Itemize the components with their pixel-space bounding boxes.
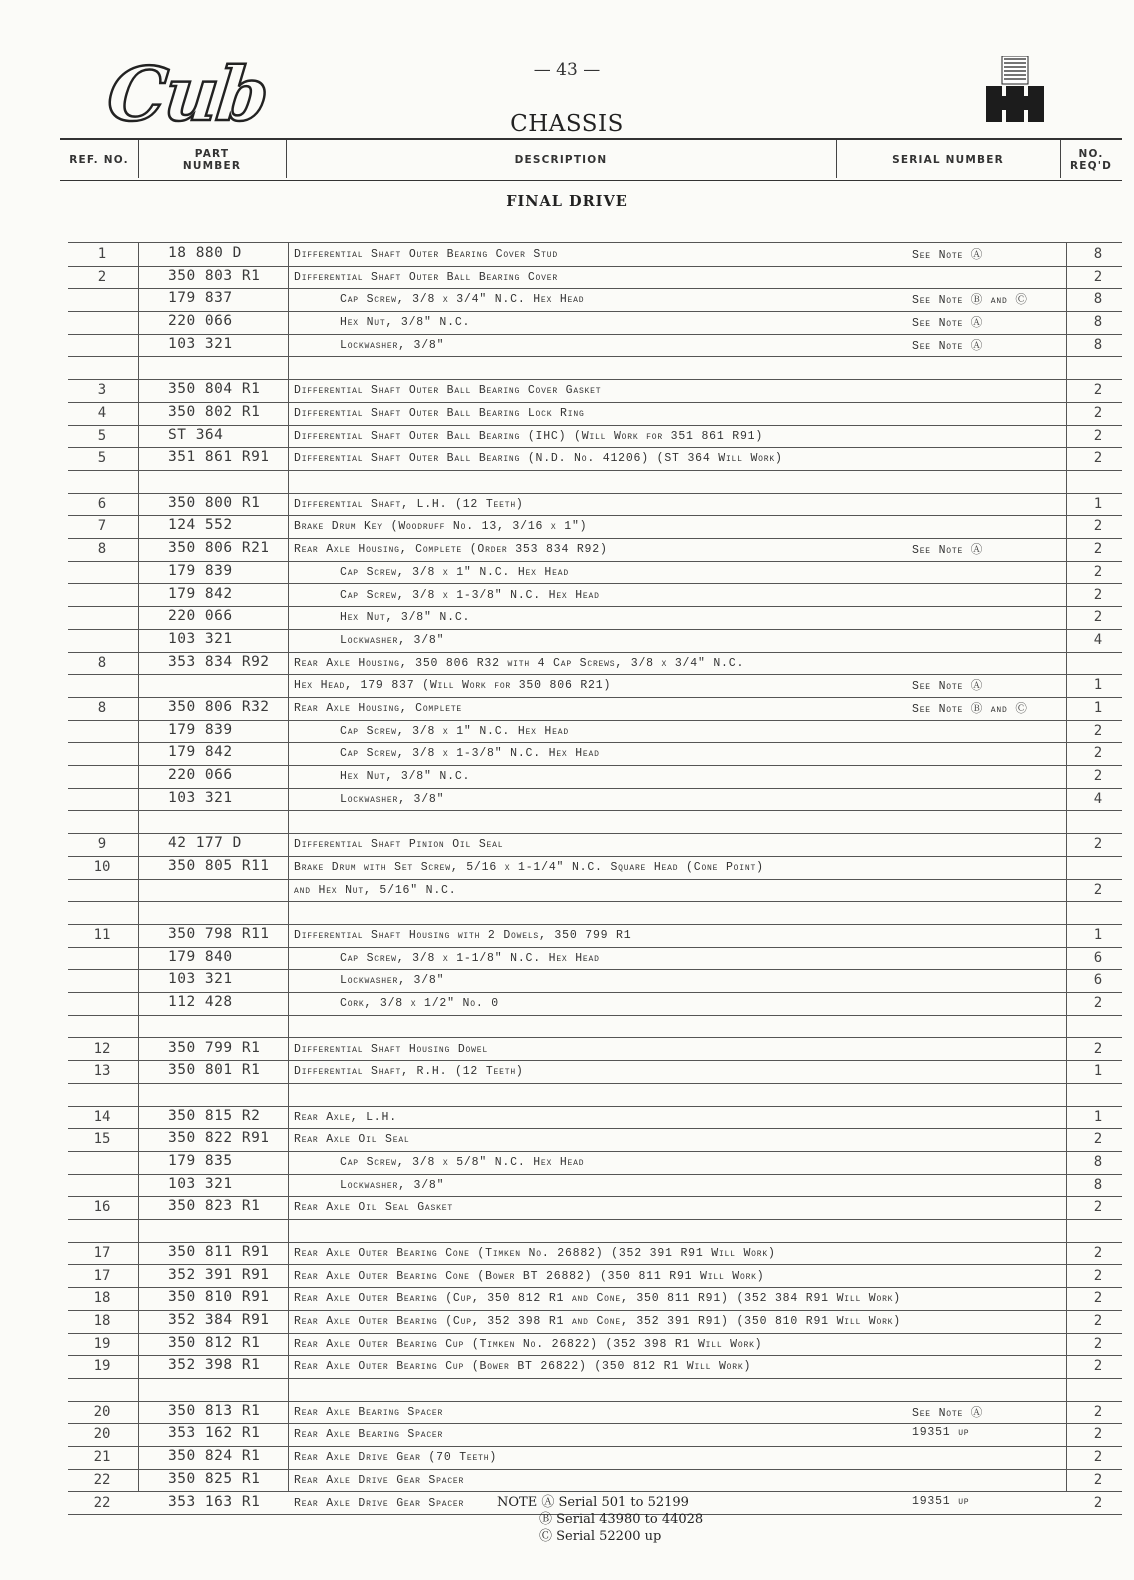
description-cell: Hex Nut, 3/8" N.C. [340,316,471,330]
description-cell: Differential Shaft Outer Ball Bearing Cover Gasket [294,384,602,398]
table-row [68,697,1122,721]
description-cell: Cap Screw, 3/8 x 1" N.C. Hex Head [340,724,569,738]
table-row [68,1242,1122,1266]
table-spacer-row [68,1219,1122,1243]
note-a: NOTE Ⓐ Serial 501 to 52199 [497,1495,689,1510]
quantity-cell: 2 [1093,836,1103,853]
quantity-cell: 1 [1093,927,1103,943]
part-number-cell: 103 321 [168,630,233,647]
ref-no-cell: 14 [93,1108,111,1125]
quantity-cell: 2 [1093,541,1103,558]
serial-number-cell: See Note Ⓑ and Ⓒ [912,294,1028,308]
table-row [68,969,1122,993]
description-cell: Cap Screw, 3/8 x 3/4" N.C. Hex Head [340,293,585,307]
description-cell: Differential Shaft Housing with 2 Dowels, 350 799 R1 [294,929,632,942]
description-cell: Cap Screw, 3/8 x 1" N.C. Hex Head [340,565,569,579]
quantity-cell: 2 [1093,1244,1103,1261]
serial-number-cell: See Note Ⓐ [912,249,984,262]
description-cell: and Hex Nut, 5/16" N.C. [294,883,457,897]
table-spacer-row [68,811,1122,835]
ref-no-cell: 10 [93,858,111,875]
ref-no-cell: 3 [97,382,107,399]
quantity-cell: 2 [1093,722,1103,739]
description-cell: Differential Shaft, R.H. (12 Teeth) [294,1065,524,1079]
quantity-cell: 2 [1093,1471,1103,1488]
part-number-cell: 103 321 [168,789,233,806]
table-row [68,1196,1122,1220]
table-row [68,425,1122,449]
part-number-cell: 179 839 [168,562,233,579]
ref-no-cell: 8 [97,654,107,671]
table-row [68,924,1122,948]
part-number-cell: 220 066 [168,313,233,330]
quantity-cell: 8 [1093,246,1103,262]
table-spacer-row [68,1083,1122,1107]
quantity-cell: 2 [1093,1290,1103,1307]
part-number-cell: 350 813 R1 [168,1402,261,1419]
part-number-cell: 350 811 R91 [168,1243,270,1260]
table-row [68,1423,1122,1447]
part-number-cell: 112 428 [168,994,233,1011]
part-number-cell: 179 840 [168,948,233,965]
description-cell: Rear Axle Outer Bearing Cup (Bower BT 26822) (350 812 R1 Will Work) [294,1360,752,1374]
quantity-cell: 2 [1093,745,1103,762]
part-number-cell: 179 842 [168,585,233,602]
part-number-cell: 350 801 R1 [168,1062,261,1079]
table-row [68,947,1122,971]
quantity-cell: 2 [1093,1335,1103,1352]
description-cell: Cork, 3/8 x 1/2" No. 0 [340,997,499,1011]
table-row [68,652,1122,676]
col-header-serial: SERIAL NUMBER [892,154,1004,166]
ref-no-cell: 15 [93,1131,111,1148]
serial-number-cell: See Note Ⓐ [912,317,984,331]
part-number-cell: 103 321 [168,1175,233,1192]
col-header-ref: REF. NO. [69,154,129,166]
table-row [68,1060,1122,1084]
table-row [68,1128,1122,1152]
table-row [68,334,1122,358]
page-title: CHASSIS [510,111,624,137]
part-number-cell: 124 552 [168,517,233,534]
note-b: Ⓑ Serial 43980 to 44028 [539,1512,704,1527]
quantity-cell: 8 [1093,336,1103,353]
table-top-rule [68,242,1122,243]
part-number-cell: 350 815 R2 [168,1107,261,1124]
header-rule-bottom [60,180,1122,181]
cub-logo: Cub [103,52,271,138]
page-number: — 43 — [533,60,601,80]
ref-no-cell: 22 [93,1494,111,1511]
description-cell: Rear Axle Outer Bearing Cone (Bower BT 26882) (350 811 R91 Will Work) [294,1269,765,1283]
part-number-cell: 350 798 R11 [168,926,270,942]
description-cell: Lockwasher, 3/8" [340,792,445,806]
description-cell: Differential Shaft Housing Dowel [294,1042,488,1056]
part-number-cell: 353 834 R92 [168,653,270,670]
description-cell: Rear Axle Outer Bearing (Cup, 352 398 R1 and Cone, 352 391 R91) (350 810 R91 Will Work) [294,1314,901,1328]
description-cell: Differential Shaft, L.H. (12 Teeth) [294,497,524,511]
part-number-cell: 352 384 R91 [168,1311,270,1328]
quantity-cell: 2 [1093,1131,1103,1148]
part-number-cell: 179 842 [168,744,233,761]
table-row [68,1151,1122,1175]
serial-number-cell: See Note Ⓐ [912,1406,984,1420]
description-cell: Rear Axle Outer Bearing Cone (Timken No. 26882) (352 391 R91 Will Work) [294,1246,776,1260]
ref-no-cell: 20 [93,1426,111,1443]
part-number-cell: 220 066 [168,767,233,784]
table-spacer-row [68,470,1122,494]
table-row [68,538,1122,562]
part-number-cell: 18 880 D [168,245,242,261]
part-number-cell: 350 800 R1 [168,494,261,511]
quantity-cell: 2 [1093,1040,1103,1057]
description-cell: Brake Drum Key (Woodruff No. 13, 3/16 x 1") [294,520,588,534]
quantity-cell: 6 [1093,972,1103,989]
ref-no-cell: 19 [93,1358,111,1375]
quantity-cell: 2 [1093,1199,1103,1216]
quantity-cell: 2 [1093,1267,1103,1284]
col-header-part: PART NUMBER [182,148,242,172]
part-number-cell: 350 823 R1 [168,1198,261,1215]
quantity-cell: 2 [1093,1449,1103,1466]
quantity-cell: 2 [1093,382,1103,399]
part-number-cell: 350 825 R1 [168,1470,261,1487]
table-row [68,765,1122,789]
part-number-cell: 179 839 [168,721,233,738]
table-row [68,1333,1122,1357]
quantity-cell: 2 [1093,1494,1103,1511]
table-row [68,243,1122,267]
quantity-cell: 2 [1093,427,1103,444]
table-row [68,402,1122,426]
table-row [68,879,1122,903]
parts-table [68,243,1122,1514]
table-row [68,992,1122,1016]
quantity-cell: 1 [1093,1108,1103,1125]
description-cell: Rear Axle Oil Seal [294,1133,410,1147]
ref-no-cell: 11 [93,927,111,943]
table-row [68,742,1122,766]
description-cell: Brake Drum with Set Screw, 5/16 x 1-1/4" N.C. Square Head (Cone Point) [294,860,764,874]
table-row [68,788,1122,812]
ref-no-cell: 7 [97,518,107,535]
description-cell: Differential Shaft Outer Ball Bearing (N.D. No. 41206) (ST 364 Will Work) [294,452,783,466]
ref-no-cell: 4 [97,404,107,421]
ref-no-cell: 5 [97,450,107,467]
description-cell: Lockwasher, 3/8" [340,1178,445,1192]
description-cell: Differential Shaft Outer Bearing Cover Stud [294,248,558,261]
serial-number-cell: See Note Ⓐ [912,339,984,353]
quantity-cell: 2 [1093,881,1103,898]
ref-no-cell: 6 [97,495,107,512]
table-row [68,1038,1122,1062]
quantity-cell: 2 [1093,518,1103,535]
ref-no-cell: 8 [97,700,107,716]
quantity-cell: 2 [1093,1312,1103,1329]
quantity-cell: 2 [1093,450,1103,467]
quantity-cell: 8 [1093,1154,1103,1170]
table-row [68,629,1122,653]
part-number-cell: 179 835 [168,1153,233,1169]
part-number-cell: 42 177 D [168,835,242,852]
table-row [68,1174,1122,1198]
ref-no-cell: 16 [93,1199,111,1216]
part-number-cell: 103 321 [168,335,233,352]
description-cell: Rear Axle Housing, 350 806 R32 with 4 Cap Screws, 3/8 x 3/4" N.C. [294,656,745,670]
ref-no-cell: 22 [93,1471,111,1488]
part-number-cell: 353 163 R1 [168,1493,261,1510]
table-row [68,493,1122,517]
part-number-cell: 350 799 R1 [168,1039,261,1056]
description-cell: Differential Shaft Outer Ball Bearing Lock Ring [294,406,585,420]
description-cell: Rear Axle, L.H. [294,1110,397,1124]
serial-number-cell: 19351 up [912,1494,970,1508]
description-cell: Lockwasher, 3/8" [340,338,445,352]
quantity-cell: 2 [1093,1403,1103,1420]
part-number-cell: 103 321 [168,971,233,988]
ref-no-cell: 13 [93,1063,111,1080]
ref-no-cell: 18 [93,1290,111,1307]
part-number-cell: 350 803 R1 [168,267,261,284]
ref-no-cell: 17 [93,1267,111,1284]
description-cell: Differential Shaft Pinion Oil Seal [294,838,504,852]
part-number-cell: 350 824 R1 [168,1448,261,1465]
part-number-cell: 350 812 R1 [168,1334,261,1351]
quantity-cell: 2 [1093,995,1103,1012]
part-number-cell: 350 804 R1 [168,381,261,398]
description-cell: Hex Nut, 3/8" N.C. [340,770,471,784]
serial-number-cell: 19351 up [912,1426,970,1440]
description-cell: Differential Shaft Outer Ball Bearing (IHC) (Will Work for 351 861 R91) [294,429,764,443]
quantity-cell: 6 [1093,949,1103,966]
description-cell: Rear Axle Bearing Spacer [294,1405,444,1419]
serial-number-cell: See Note Ⓐ [912,680,984,694]
description-cell: Cap Screw, 3/8 x 5/8" N.C. Hex Head [340,1156,585,1169]
description-cell: Rear Axle Outer Bearing Cup (Timken No. 26822) (352 398 R1 Will Work) [294,1337,763,1351]
description-cell: Rear Axle Outer Bearing (Cup, 350 812 R1 and Cone, 350 811 R91) (352 384 R91 Will Work) [294,1292,901,1306]
table-row [68,606,1122,630]
description-cell: Rear Axle Bearing Spacer [294,1428,444,1442]
part-number-cell: 350 822 R91 [168,1130,270,1147]
description-cell: Hex Head, 179 837 (Will Work for 350 806 R21) [294,679,612,693]
table-row [68,266,1122,290]
ref-no-cell: 18 [93,1312,111,1329]
serial-number-cell: See Note Ⓑ and Ⓒ [912,703,1028,716]
table-row [68,288,1122,312]
description-cell: Rear Axle Drive Gear (70 Teeth) [294,1451,498,1465]
description-cell: Differential Shaft Outer Ball Bearing Cover [294,270,558,284]
description-cell: Cap Screw, 3/8 x 1-3/8" N.C. Hex Head [340,747,600,761]
part-number-cell: 350 810 R91 [168,1289,270,1306]
description-cell: Rear Axle Drive Gear Spacer [294,1473,465,1487]
note-c: Ⓒ Serial 52200 up [539,1529,662,1544]
table-row [68,584,1122,608]
description-cell: Rear Axle Drive Gear Spacer [294,1496,465,1510]
description-cell: Lockwasher, 3/8" [340,633,445,647]
table-row [68,1355,1122,1379]
description-cell: Rear Axle Oil Seal Gasket [294,1201,453,1215]
description-cell: Lockwasher, 3/8" [340,974,445,988]
part-number-cell: 351 861 R91 [168,449,270,466]
quantity-cell: 1 [1093,495,1103,512]
table-row [68,1401,1122,1425]
ref-no-cell: 9 [97,836,107,853]
section-title: FINAL DRIVE [506,193,628,210]
quantity-cell: 2 [1093,1358,1103,1375]
quantity-cell: 8 [1093,314,1103,331]
part-number-cell: 350 802 R1 [168,403,261,420]
quantity-cell: 2 [1093,768,1103,785]
table-row [68,1310,1122,1334]
table-row [68,856,1122,880]
table-row [68,1265,1122,1289]
table-row [68,1446,1122,1470]
table-row [68,515,1122,539]
quantity-cell: 1 [1093,700,1103,716]
table-row [68,1106,1122,1130]
table-row [68,720,1122,744]
part-number-cell: 350 806 R21 [168,540,270,557]
quantity-cell: 1 [1093,677,1103,694]
table-spacer-row [68,901,1122,925]
quantity-cell: 2 [1093,268,1103,285]
ref-no-cell: 2 [97,268,107,285]
serial-notes [497,1494,703,1545]
quantity-cell: 8 [1093,1176,1103,1193]
description-cell: Rear Axle Housing, Complete (Order 353 834 R92) [294,543,608,557]
ref-no-cell: 5 [97,427,107,444]
ref-no-cell: 1 [97,246,107,262]
description-cell: Hex Nut, 3/8" N.C. [340,611,471,625]
quantity-cell: 2 [1093,563,1103,580]
description-cell: Rear Axle Housing, Complete [294,702,463,715]
ref-no-cell: 17 [93,1244,111,1261]
part-number-cell: 350 806 R32 [168,699,270,715]
table-row [68,833,1122,857]
quantity-cell: 4 [1093,631,1103,648]
description-cell: Cap Screw, 3/8 x 1-3/8" N.C. Hex Head [340,588,600,602]
part-number-cell: 352 398 R1 [168,1357,261,1374]
part-number-cell: ST 364 [168,426,224,443]
table-row [68,1469,1122,1493]
description-cell: Cap Screw, 3/8 x 1-1/8" N.C. Hex Head [340,951,600,965]
quantity-cell: 2 [1093,1426,1103,1443]
part-number-cell: 352 391 R91 [168,1266,270,1283]
table-spacer-row [68,357,1122,381]
serial-number-cell: See Note Ⓐ [912,544,984,558]
col-header-description: DESCRIPTION [514,154,608,166]
ref-no-cell: 8 [97,541,107,558]
quantity-cell: 2 [1093,404,1103,421]
col-header-qty: NO. REQ'D [1069,148,1113,172]
table-row [68,1287,1122,1311]
table-row [68,447,1122,471]
table-spacer-row [68,1378,1122,1402]
part-number-cell: 179 837 [168,290,233,307]
table-row [68,674,1122,698]
part-number-cell: 220 066 [168,608,233,625]
ref-no-cell: 19 [93,1335,111,1352]
ref-no-cell: 12 [93,1040,111,1057]
part-number-cell: 353 162 R1 [168,1425,261,1442]
quantity-cell: 1 [1093,1063,1103,1080]
table-row [68,311,1122,335]
table-row [68,379,1122,403]
ref-no-cell: 20 [93,1403,111,1420]
quantity-cell: 2 [1093,586,1103,603]
ref-no-cell: 21 [93,1449,111,1466]
quantity-cell: 8 [1093,291,1103,308]
table-row [68,561,1122,585]
quantity-cell: 2 [1093,609,1103,626]
quantity-cell: 4 [1093,790,1103,807]
table-spacer-row [68,1015,1122,1039]
part-number-cell: 350 805 R11 [168,857,270,874]
